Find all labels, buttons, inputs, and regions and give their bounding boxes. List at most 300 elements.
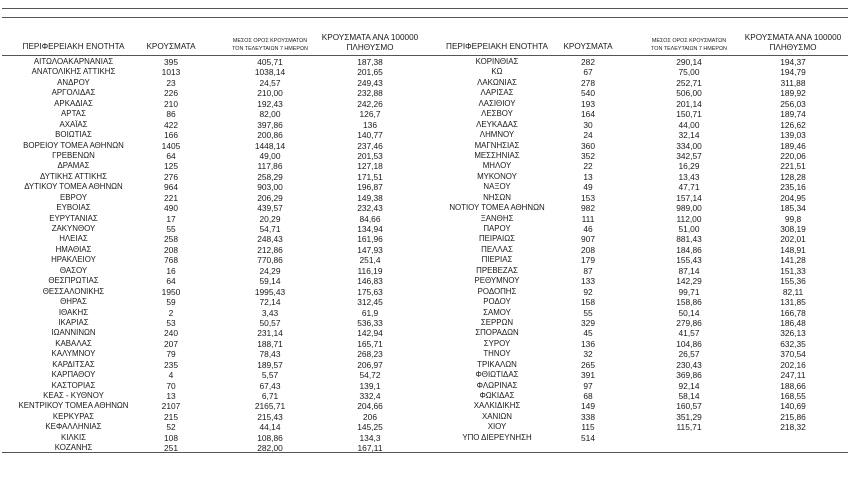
table-row <box>0 412 850 422</box>
header-avg-right <box>640 38 738 53</box>
left-region-cell: ΔΥΤΙΚΗΣ ΑΤΤΙΚΗΣ <box>40 171 107 181</box>
right-cases-cell: 32 <box>583 349 593 360</box>
right-avg-cell: 13,43 <box>678 171 700 182</box>
table-row <box>0 234 850 244</box>
left-region-cell: ΔΥΤΙΚΟΥ ΤΟΜΕΑ ΑΘΗΝΩΝ <box>24 182 123 192</box>
table-row <box>0 57 850 67</box>
left-per100k-cell: 204,66 <box>357 401 383 412</box>
right-region-cell: ΜΥΚΟΝΟΥ <box>477 171 517 181</box>
left-cases-cell: 240 <box>164 328 178 339</box>
left-per100k-cell: 140,77 <box>357 130 383 141</box>
right-avg-cell: 50,14 <box>678 307 700 318</box>
header-cases-right: ΚΡΟΥΣΜΑΤΑ <box>563 42 613 52</box>
right-region-cell: ΦΩΚΙΔΑΣ <box>479 391 515 400</box>
right-per100k-cell: 189,46 <box>780 140 806 151</box>
right-region-cell: ΣΑΜΟΥ <box>483 307 511 317</box>
left-cases-cell: 422 <box>164 119 178 130</box>
right-avg-cell: 51,00 <box>678 224 700 234</box>
right-avg-cell: 142,29 <box>676 276 702 287</box>
left-region-cell: ΑΡΓΟΛΙΔΑΣ <box>51 88 96 98</box>
right-avg-cell: 104,86 <box>676 338 702 349</box>
right-cases-cell: 136 <box>581 338 595 349</box>
left-avg-cell: 1038,14 <box>254 67 286 78</box>
left-per100k-cell: 149,38 <box>357 192 383 203</box>
header-avg-left <box>220 38 320 53</box>
rows-container <box>0 57 850 454</box>
right-region-cell: ΦΘΙΩΤΙΔΑΣ <box>475 370 519 380</box>
right-cases-cell: 164 <box>581 109 595 120</box>
right-per100k-cell: 126,62 <box>780 119 806 130</box>
left-avg-cell: 405,71 <box>257 57 283 67</box>
right-avg-cell: 32,14 <box>678 130 700 141</box>
right-avg-cell: 44,00 <box>678 119 700 130</box>
left-per100k-cell: 196,87 <box>357 182 383 193</box>
left-cases-cell: 208 <box>164 244 178 255</box>
right-avg-cell: 989,00 <box>676 203 702 214</box>
left-avg-cell: 248,43 <box>257 234 283 245</box>
left-avg-cell: 49,00 <box>259 150 281 161</box>
left-per100k-cell: 161,96 <box>357 234 383 245</box>
left-per100k-cell: 142,94 <box>357 328 383 339</box>
right-per100k-cell: 221,51 <box>780 161 806 172</box>
right-region-cell: ΧΑΛΚΙΔΙΚΗΣ <box>473 401 521 411</box>
right-per100k-cell: 189,92 <box>780 88 806 99</box>
left-per100k-cell: 147,93 <box>357 244 383 255</box>
left-cases-cell: 490 <box>164 203 178 214</box>
left-per100k-cell: 201,53 <box>357 150 383 161</box>
right-avg-cell: 150,71 <box>676 109 702 120</box>
left-region-cell: ΚΑΛΥΜΝΟΥ <box>51 349 96 359</box>
right-region-cell: ΦΛΩΡΙΝΑΣ <box>476 380 518 390</box>
table-row <box>0 182 850 192</box>
left-per100k-cell: 145,25 <box>357 422 383 433</box>
left-cases-cell: 964 <box>164 182 178 193</box>
right-cases-cell: 111 <box>581 213 595 224</box>
right-region-cell: ΚΩ <box>491 67 503 77</box>
left-avg-cell: 67,43 <box>259 380 281 391</box>
left-avg-cell: 50,57 <box>259 317 281 328</box>
right-avg-cell: 201,14 <box>676 98 702 109</box>
left-cases-cell: 52 <box>166 422 176 433</box>
table-row <box>0 381 850 391</box>
left-region-cell: ΚΙΛΚΙΣ <box>60 432 87 442</box>
right-per100k-cell: 194,79 <box>780 67 806 78</box>
left-region-cell: ΑΡΚΑΔΙΑΣ <box>54 98 93 108</box>
table-row <box>0 318 850 328</box>
left-region-cell: ΑΧΑΪΑΣ <box>59 119 88 129</box>
right-cases-cell: 208 <box>581 244 595 255</box>
right-per100k-cell: 202,01 <box>780 234 806 245</box>
left-per100k-cell: 136 <box>363 119 377 130</box>
left-per100k-cell: 54,72 <box>359 370 381 381</box>
right-region-cell: ΛΕΣΒΟΥ <box>481 109 513 119</box>
table-row <box>0 99 850 109</box>
left-per100k-cell: 237,46 <box>357 140 383 151</box>
right-cases-cell: 133 <box>581 276 595 287</box>
left-avg-cell: 3,43 <box>261 307 279 318</box>
table-row <box>0 339 850 349</box>
left-region-cell: ΕΒΡΟΥ <box>60 192 87 202</box>
right-region-cell: ΚΟΡΙΝΘΙΑΣ <box>475 57 519 66</box>
table-row <box>0 391 850 401</box>
right-region-cell: ΣΥΡΟΥ <box>483 338 511 348</box>
left-cases-cell: 235 <box>164 359 178 370</box>
table-row <box>0 433 850 443</box>
left-per100k-cell: 127,18 <box>357 161 383 172</box>
left-region-cell: ΕΥΒΟΙΑΣ <box>56 203 91 213</box>
table-row <box>0 161 850 171</box>
right-avg-cell: 158,86 <box>676 297 702 308</box>
table-row <box>0 78 850 88</box>
table-row <box>0 130 850 140</box>
header-region-right: ΠΕΡΙΦΕΡΕΙΑΚΗ ΕΝΟΤΗΤΑ <box>446 42 548 52</box>
left-region-cell: ΕΥΡΥΤΑΝΙΑΣ <box>49 213 98 223</box>
header-avg-line2: ΤΟΝ ΤΕΛΕΥΤΑΙΩΝ 7 ΗΜΕΡΩΝ <box>651 45 727 52</box>
left-cases-cell: 251 <box>164 443 178 454</box>
right-region-cell: ΜΗΛΟΥ <box>482 161 512 171</box>
left-avg-cell: 1995,43 <box>254 286 286 297</box>
right-avg-cell: 92,14 <box>678 380 700 391</box>
left-avg-cell: 215,43 <box>257 411 283 422</box>
right-per100k-cell: 235,16 <box>780 182 806 193</box>
right-per100k-cell: 151,33 <box>780 265 806 276</box>
left-region-cell: ΗΡΑΚΛΕΙΟΥ <box>51 255 96 265</box>
left-region-cell: ΑΙΤΩΛΟΑΚΑΡΝΑΝΙΑΣ <box>33 57 114 66</box>
left-avg-cell: 231,14 <box>257 328 283 339</box>
right-cases-cell: 24 <box>583 130 593 141</box>
table-row <box>0 360 850 370</box>
right-cases-cell: 338 <box>581 411 595 422</box>
left-per100k-cell: 84,66 <box>359 213 381 224</box>
left-avg-cell: 397,86 <box>257 119 283 130</box>
left-cases-cell: 17 <box>166 213 176 224</box>
table-row <box>0 203 850 213</box>
left-per100k-cell: 332,4 <box>359 391 381 401</box>
left-per100k-cell: 126,7 <box>359 109 381 120</box>
left-cases-cell: 166 <box>164 130 178 141</box>
right-region-cell: ΜΑΓΝΗΣΙΑΣ <box>474 140 520 150</box>
left-region-cell: ΒΟΙΩΤΙΑΣ <box>55 130 92 140</box>
left-per100k-cell: 139,1 <box>359 380 381 391</box>
table-row <box>0 193 850 203</box>
right-cases-cell: 49 <box>583 182 593 193</box>
table-row <box>0 120 850 130</box>
left-region-cell: ΚΕΑΣ - ΚΥΘΝΟΥ <box>43 391 104 400</box>
table-row <box>0 172 850 182</box>
table-row <box>0 266 850 276</box>
right-cases-cell: 907 <box>581 234 595 245</box>
right-avg-cell: 184,86 <box>676 244 702 255</box>
table-row <box>0 287 850 297</box>
left-per100k-cell: 251,4 <box>359 255 381 266</box>
left-per100k-cell: 312,45 <box>357 297 383 308</box>
right-avg-cell: 160,57 <box>676 401 702 412</box>
left-avg-cell: 282,00 <box>257 443 283 454</box>
left-cases-cell: 23 <box>166 77 176 88</box>
left-cases-cell: 215 <box>164 411 178 422</box>
left-cases-cell: 59 <box>166 297 176 308</box>
right-cases-cell: 179 <box>581 255 595 266</box>
left-cases-cell: 395 <box>164 57 178 67</box>
header-per100k-line1: ΚΡΟΥΣΜΑΤΑ ΑΝΑ 100000 <box>321 33 419 43</box>
right-cases-cell: 982 <box>581 203 595 214</box>
left-region-cell: ΘΑΣΟΥ <box>59 265 88 275</box>
header-cases-left: ΚΡΟΥΣΜΑΤΑ <box>146 42 196 52</box>
right-cases-cell: 265 <box>581 359 595 370</box>
right-avg-cell: 506,00 <box>676 88 702 99</box>
right-region-cell: ΤΡΙΚΑΛΩΝ <box>477 359 517 369</box>
right-cases-cell: 514 <box>581 432 595 443</box>
header-per100k-line1: ΚΡΟΥΣΜΑΤΑ ΑΝΑ 100000 <box>744 33 842 43</box>
left-cases-cell: 86 <box>166 109 176 120</box>
bottom-rule <box>2 452 848 453</box>
right-avg-cell: 290,14 <box>676 57 702 67</box>
right-per100k-cell: 202,16 <box>780 359 806 370</box>
right-region-cell: ΧΙΟΥ <box>487 422 507 432</box>
left-region-cell: ΙΘΑΚΗΣ <box>58 307 89 317</box>
right-per100k-cell: 189,74 <box>780 109 806 120</box>
left-cases-cell: 210 <box>164 98 178 109</box>
left-avg-cell: 117,86 <box>257 161 283 172</box>
right-avg-cell: 334,00 <box>676 140 702 151</box>
left-region-cell: ΚΑΡΠΑΘΟΥ <box>51 370 96 380</box>
right-per100k-cell: 256,03 <box>780 98 806 109</box>
right-per100k-cell: 99,8 <box>784 213 802 224</box>
right-per100k-cell: 155,36 <box>780 276 806 287</box>
left-region-cell: ΚΑΣΤΟΡΙΑΣ <box>51 380 96 390</box>
right-region-cell: ΝΑΞΟΥ <box>483 182 511 192</box>
header-per100k-right <box>740 33 846 52</box>
right-region-cell: ΣΠΟΡΑΔΩΝ <box>475 328 519 338</box>
left-avg-cell: 188,71 <box>257 338 283 349</box>
left-avg-cell: 59,14 <box>259 276 281 287</box>
right-avg-cell: 112,00 <box>676 213 702 224</box>
right-avg-cell: 41,57 <box>678 328 700 339</box>
left-cases-cell: 108 <box>164 432 178 443</box>
right-region-cell: ΠΕΛΛΑΣ <box>481 244 513 254</box>
table-row <box>0 297 850 307</box>
right-per100k-cell: 148,91 <box>780 244 806 255</box>
left-avg-cell: 5,57 <box>261 370 279 381</box>
header-per100k-line2: ΠΛΗΘΥΣΜΟ <box>346 42 394 52</box>
left-avg-cell: 200,86 <box>257 130 283 141</box>
left-cases-cell: 13 <box>166 391 176 401</box>
right-region-cell: ΠΕΙΡΑΙΩΣ <box>478 234 516 244</box>
left-region-cell: ΚΟΖΑΝΗΣ <box>54 443 93 453</box>
left-cases-cell: 79 <box>166 349 176 360</box>
left-per100k-cell: 187,38 <box>357 57 383 67</box>
left-cases-cell: 1405 <box>161 140 181 151</box>
right-cases-cell: 92 <box>583 286 593 297</box>
left-cases-cell: 2 <box>168 307 174 318</box>
left-region-cell: ΑΡΤΑΣ <box>61 109 86 119</box>
left-per100k-cell: 206,97 <box>357 359 383 370</box>
right-per100k-cell: 308,19 <box>780 224 806 234</box>
left-avg-cell: 78,43 <box>259 349 281 360</box>
right-region-cell: ΝΗΣΩΝ <box>483 192 511 202</box>
right-cases-cell: 13 <box>583 171 593 182</box>
table-row <box>0 276 850 286</box>
right-region-cell: ΛΑΚΩΝΙΑΣ <box>477 77 517 87</box>
right-avg-cell: 252,71 <box>676 77 702 88</box>
left-cases-cell: 2107 <box>161 401 181 412</box>
left-region-cell: ΔΡΑΜΑΣ <box>57 161 90 171</box>
left-cases-cell: 125 <box>164 161 178 172</box>
right-region-cell: ΛΑΣΙΘΙΟΥ <box>478 98 516 108</box>
right-cases-cell: 540 <box>581 88 595 99</box>
left-region-cell: ΘΗΡΑΣ <box>60 297 87 307</box>
right-region-cell: ΠΡΕΒΕΖΑΣ <box>476 265 518 275</box>
right-cases-cell: 68 <box>583 391 593 401</box>
left-region-cell: ΚΕΝΤΡΙΚΟΥ ΤΟΜΕΑ ΑΘΗΝΩΝ <box>18 401 129 411</box>
right-cases-cell: 329 <box>581 317 595 328</box>
left-avg-cell: 108,86 <box>257 432 283 443</box>
right-avg-cell: 157,14 <box>676 192 702 203</box>
right-per100k-cell: 311,88 <box>780 77 806 88</box>
right-cases-cell: 360 <box>581 140 595 151</box>
right-avg-cell: 115,71 <box>676 422 702 433</box>
right-per100k-cell: 326,13 <box>780 328 806 339</box>
header-avg-line2: ΤΟΝ ΤΕΛΕΥΤΑΙΩΝ 7 ΗΜΕΡΩΝ <box>232 45 308 52</box>
left-avg-cell: 1448,14 <box>254 140 286 151</box>
top-rule <box>2 8 848 9</box>
left-per100k-cell: 134,3 <box>359 432 381 443</box>
right-cases-cell: 115 <box>581 422 595 433</box>
right-region-cell: ΤΗΝΟΥ <box>483 349 511 359</box>
left-per100k-cell: 232,88 <box>357 88 383 99</box>
header-bottom-rule <box>2 55 848 56</box>
table-row <box>0 109 850 119</box>
table-row <box>0 328 850 338</box>
left-avg-cell: 54,71 <box>259 224 281 234</box>
right-region-cell: ΞΑΝΘΗΣ <box>480 213 514 223</box>
left-region-cell: ΓΡΕΒΕΝΩΝ <box>52 150 95 160</box>
right-cases-cell: 153 <box>581 192 595 203</box>
right-region-cell: ΝΟΤΙΟΥ ΤΟΜΕΑ ΑΘΗΝΩΝ <box>449 203 545 213</box>
left-avg-cell: 72,14 <box>259 297 281 308</box>
right-cases-cell: 22 <box>583 161 593 172</box>
left-per100k-cell: 206 <box>363 411 377 422</box>
left-cases-cell: 64 <box>166 276 176 287</box>
table-row <box>0 370 850 380</box>
left-cases-cell: 16 <box>166 265 176 276</box>
right-region-cell: ΛΕΥΚΑΔΑΣ <box>476 119 518 129</box>
right-cases-cell: 149 <box>581 401 595 412</box>
table-row <box>0 88 850 98</box>
right-avg-cell: 26,57 <box>678 349 700 360</box>
right-per100k-cell: 185,34 <box>780 203 806 214</box>
left-cases-cell: 207 <box>164 338 178 349</box>
right-avg-cell: 99,71 <box>678 286 700 297</box>
right-avg-cell: 155,43 <box>676 255 702 266</box>
left-avg-cell: 210,00 <box>257 88 283 99</box>
left-cases-cell: 4 <box>168 370 174 381</box>
header-avg-line1: ΜΕΣΟΣ ΟΡΟΣ ΚΡΟΥΣΜΑΤΩΝ <box>651 38 727 45</box>
left-per100k-cell: 116,19 <box>357 265 383 276</box>
table-row <box>0 422 850 432</box>
right-avg-cell: 47,71 <box>678 182 700 193</box>
right-cases-cell: 278 <box>581 77 595 88</box>
right-region-cell: ΥΠΟ ΔΙΕΡΕΥΝΗΣΗ <box>462 432 532 442</box>
right-per100k-cell: 188,66 <box>780 380 806 391</box>
header-per100k-left <box>320 33 420 52</box>
left-avg-cell: 189,57 <box>257 359 283 370</box>
right-region-cell: ΡΕΘΥΜΝΟΥ <box>474 276 520 286</box>
left-per100k-cell: 536,33 <box>357 317 383 328</box>
left-cases-cell: 64 <box>166 150 176 161</box>
left-per100k-cell: 167,11 <box>357 443 383 454</box>
right-cases-cell: 87 <box>583 265 593 276</box>
right-per100k-cell: 128,28 <box>780 171 806 182</box>
right-per100k-cell: 218,32 <box>780 422 806 433</box>
right-cases-cell: 352 <box>581 150 595 161</box>
left-region-cell: ΑΝΔΡΟΥ <box>57 77 90 87</box>
left-cases-cell: 768 <box>164 255 178 266</box>
left-region-cell: ΑΝΑΤΟΛΙΚΗΣ ΑΤΤΙΚΗΣ <box>31 67 116 77</box>
right-cases-cell: 391 <box>581 370 595 381</box>
right-avg-cell: 87,14 <box>678 265 700 276</box>
right-per100k-cell: 168,55 <box>780 391 806 401</box>
table-row <box>0 349 850 359</box>
left-avg-cell: 192,43 <box>257 98 283 109</box>
table-row <box>0 67 850 77</box>
table-header <box>0 28 850 54</box>
header-region-left: ΠΕΡΙΦΕΡΕΙΑΚΗ ΕΝΟΤΗΤΑ <box>22 42 125 52</box>
header-per100k-line2: ΠΛΗΘΥΣΜΟ <box>769 42 817 52</box>
right-per100k-cell: 204,95 <box>780 192 806 203</box>
left-region-cell: ΘΕΣΣΑΛΟΝΙΚΗΣ <box>42 286 105 296</box>
right-cases-cell: 30 <box>583 119 593 130</box>
header-avg-line1: ΜΕΣΟΣ ΟΡΟΣ ΚΡΟΥΣΜΑΤΩΝ <box>232 38 308 45</box>
right-avg-cell: 75,00 <box>678 67 700 78</box>
left-per100k-cell: 201,65 <box>357 67 383 78</box>
left-avg-cell: 6,71 <box>261 391 279 401</box>
right-per100k-cell: 632,35 <box>780 338 806 349</box>
left-avg-cell: 212,86 <box>257 244 283 255</box>
left-cases-cell: 55 <box>166 224 176 234</box>
table-row <box>0 141 850 151</box>
right-per100k-cell: 166,78 <box>780 307 806 318</box>
left-region-cell: ΙΚΑΡΙΑΣ <box>58 317 89 327</box>
left-cases-cell: 276 <box>164 171 178 182</box>
right-cases-cell: 282 <box>581 57 595 67</box>
left-avg-cell: 24,29 <box>259 265 281 276</box>
right-per100k-cell: 140,69 <box>780 401 806 412</box>
left-region-cell: ΙΩΑΝΝΙΝΩΝ <box>51 328 96 338</box>
right-region-cell: ΛΑΡΙΣΑΣ <box>480 88 514 98</box>
left-per100k-cell: 146,83 <box>357 276 383 287</box>
right-cases-cell: 67 <box>583 67 593 78</box>
right-avg-cell: 342,57 <box>676 150 702 161</box>
left-region-cell: ΚΑΒΑΛΑΣ <box>55 338 92 348</box>
left-avg-cell: 903,00 <box>257 182 283 193</box>
right-avg-cell: 351,29 <box>676 411 702 422</box>
left-per100k-cell: 268,23 <box>357 349 383 360</box>
right-region-cell: ΣΕΡΡΩΝ <box>480 317 514 327</box>
right-per100k-cell: 370,54 <box>780 349 806 360</box>
right-per100k-cell: 186,48 <box>780 317 806 328</box>
left-cases-cell: 1950 <box>161 286 181 297</box>
right-avg-cell: 881,43 <box>676 234 702 245</box>
table-row <box>0 245 850 255</box>
left-per100k-cell: 165,71 <box>357 338 383 349</box>
table-row <box>0 151 850 161</box>
right-cases-cell: 193 <box>581 98 595 109</box>
left-region-cell: ΘΕΣΠΡΩΤΙΑΣ <box>48 276 99 286</box>
left-cases-cell: 70 <box>166 380 176 391</box>
left-region-cell: ΚΕΡΚΥΡΑΣ <box>52 411 95 421</box>
right-avg-cell: 16,29 <box>678 161 700 172</box>
